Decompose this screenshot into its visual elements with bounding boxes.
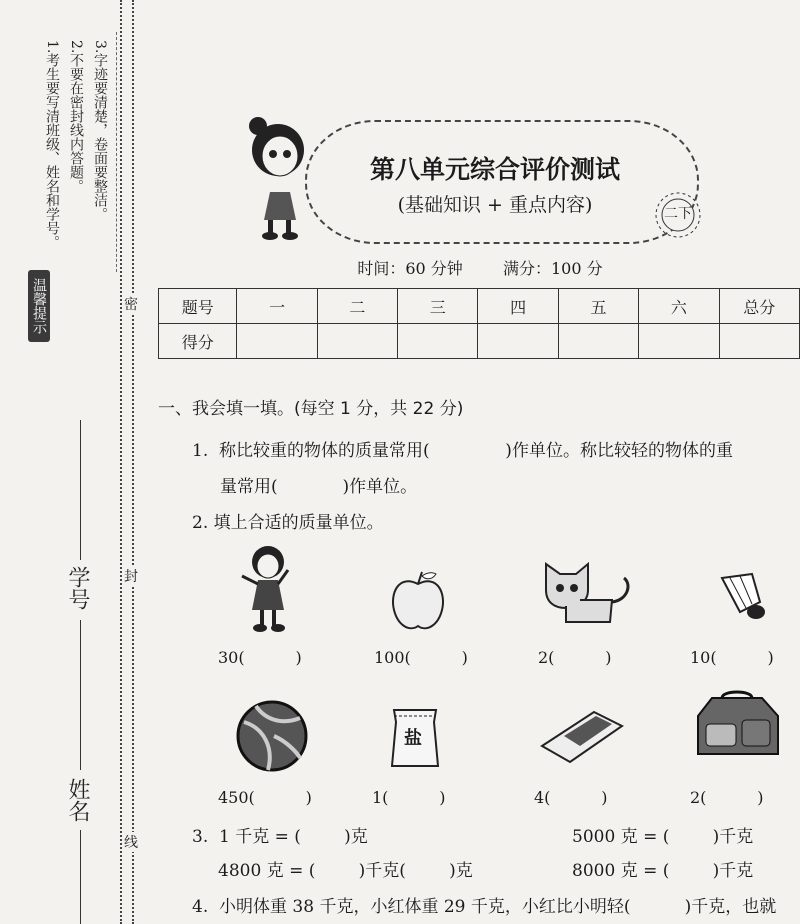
score-table-score-row — [159, 324, 800, 359]
student-id-line[interactable] — [80, 420, 81, 560]
volleyball-icon — [234, 698, 310, 774]
cell-q4: 四 — [478, 289, 558, 324]
girl-icon — [232, 540, 302, 635]
item-eraser-weight: 4( ) — [534, 788, 608, 807]
time-score-line — [330, 256, 630, 279]
cell-q2: 二 — [317, 289, 397, 324]
tip-1: 1.考生要写清班级、姓名和学号。 — [44, 40, 60, 250]
page-title: 第八单元综合评价测试 — [369, 155, 620, 184]
cell-total: 总分 — [719, 289, 799, 324]
tip-3: 3.字迹要清楚，卷面要整洁。 — [92, 40, 108, 222]
tips-box — [28, 32, 117, 272]
item-girl-weight: 30( ) — [218, 648, 302, 667]
score-input[interactable] — [558, 324, 638, 359]
score-input[interactable] — [398, 324, 478, 359]
eraser-icon — [536, 704, 628, 768]
score-label: 满分：100 分 — [503, 259, 603, 278]
cell-question-no: 题号 — [159, 289, 237, 324]
seal-char-xian: 线 — [124, 832, 138, 852]
cat-icon — [540, 560, 634, 632]
score-table-header-row — [159, 289, 800, 324]
score-input[interactable] — [719, 324, 799, 359]
item-backpack-weight: 2( ) — [690, 788, 764, 807]
cell-q3: 三 — [398, 289, 478, 324]
cell-q5: 五 — [558, 289, 638, 324]
question-3-d: 8000 克 = ( )千克 — [572, 861, 754, 881]
question-1-line-2: 量常用( )作单位。 — [220, 477, 418, 497]
question-3-c: 4800 克 = ( )千克( )克 — [218, 861, 473, 881]
cell-score-label: 得分 — [159, 324, 237, 359]
score-input[interactable] — [639, 324, 719, 359]
score-table — [158, 288, 800, 359]
salt-label: 盐 — [404, 728, 422, 749]
notice-label: 温馨提示 — [28, 270, 50, 342]
question-2: 2. 填上合适的质量单位。 — [192, 513, 384, 533]
page-subtitle: (基础知识 + 重点内容) — [397, 194, 593, 216]
seal-char-mi: 密 — [124, 294, 138, 314]
cell-q6: 六 — [639, 289, 719, 324]
seal-char-feng: 封 — [124, 566, 138, 586]
tip-2: 2.不要在密封线内答题。 — [68, 40, 84, 194]
item-salt-weight: 1( ) — [372, 788, 446, 807]
apple-icon — [388, 568, 448, 634]
question-3-b: 5000 克 = ( )千克 — [572, 827, 754, 847]
item-apple-weight: 100( ) — [374, 648, 468, 667]
seal-line-outer — [120, 0, 122, 924]
grade-badge: 二下 — [664, 206, 692, 222]
backpack-icon — [692, 690, 784, 762]
cell-q1: 一 — [237, 289, 317, 324]
score-input[interactable] — [237, 324, 317, 359]
name-label: 姓名 — [65, 778, 90, 822]
time-label: 时间：60 分钟 — [357, 259, 463, 278]
name-line[interactable] — [80, 830, 81, 924]
score-input[interactable] — [478, 324, 558, 359]
section-1-heading: 一、我会填一填。(每空 1 分，共 22 分) — [158, 399, 464, 419]
item-cat-weight: 2( ) — [538, 648, 612, 667]
seal-line-inner — [132, 0, 134, 924]
name-line-upper — [80, 620, 81, 770]
student-id-label: 学号 — [65, 566, 90, 610]
shuttlecock-icon — [712, 568, 772, 628]
item-volleyball-weight: 450( ) — [218, 788, 312, 807]
question-1-line-1: 1. 称比较重的物体的质量常用( )作单位。称比较轻的物体的重 — [192, 441, 733, 461]
question-4: 4. 小明体重 38 千克，小红体重 29 千克，小红比小明轻( )千克，也就 — [192, 897, 777, 917]
score-input[interactable] — [317, 324, 397, 359]
item-shuttlecock-weight: 10( ) — [690, 648, 774, 667]
question-3-a: 3. 1 千克 = ( )克 — [192, 827, 368, 847]
